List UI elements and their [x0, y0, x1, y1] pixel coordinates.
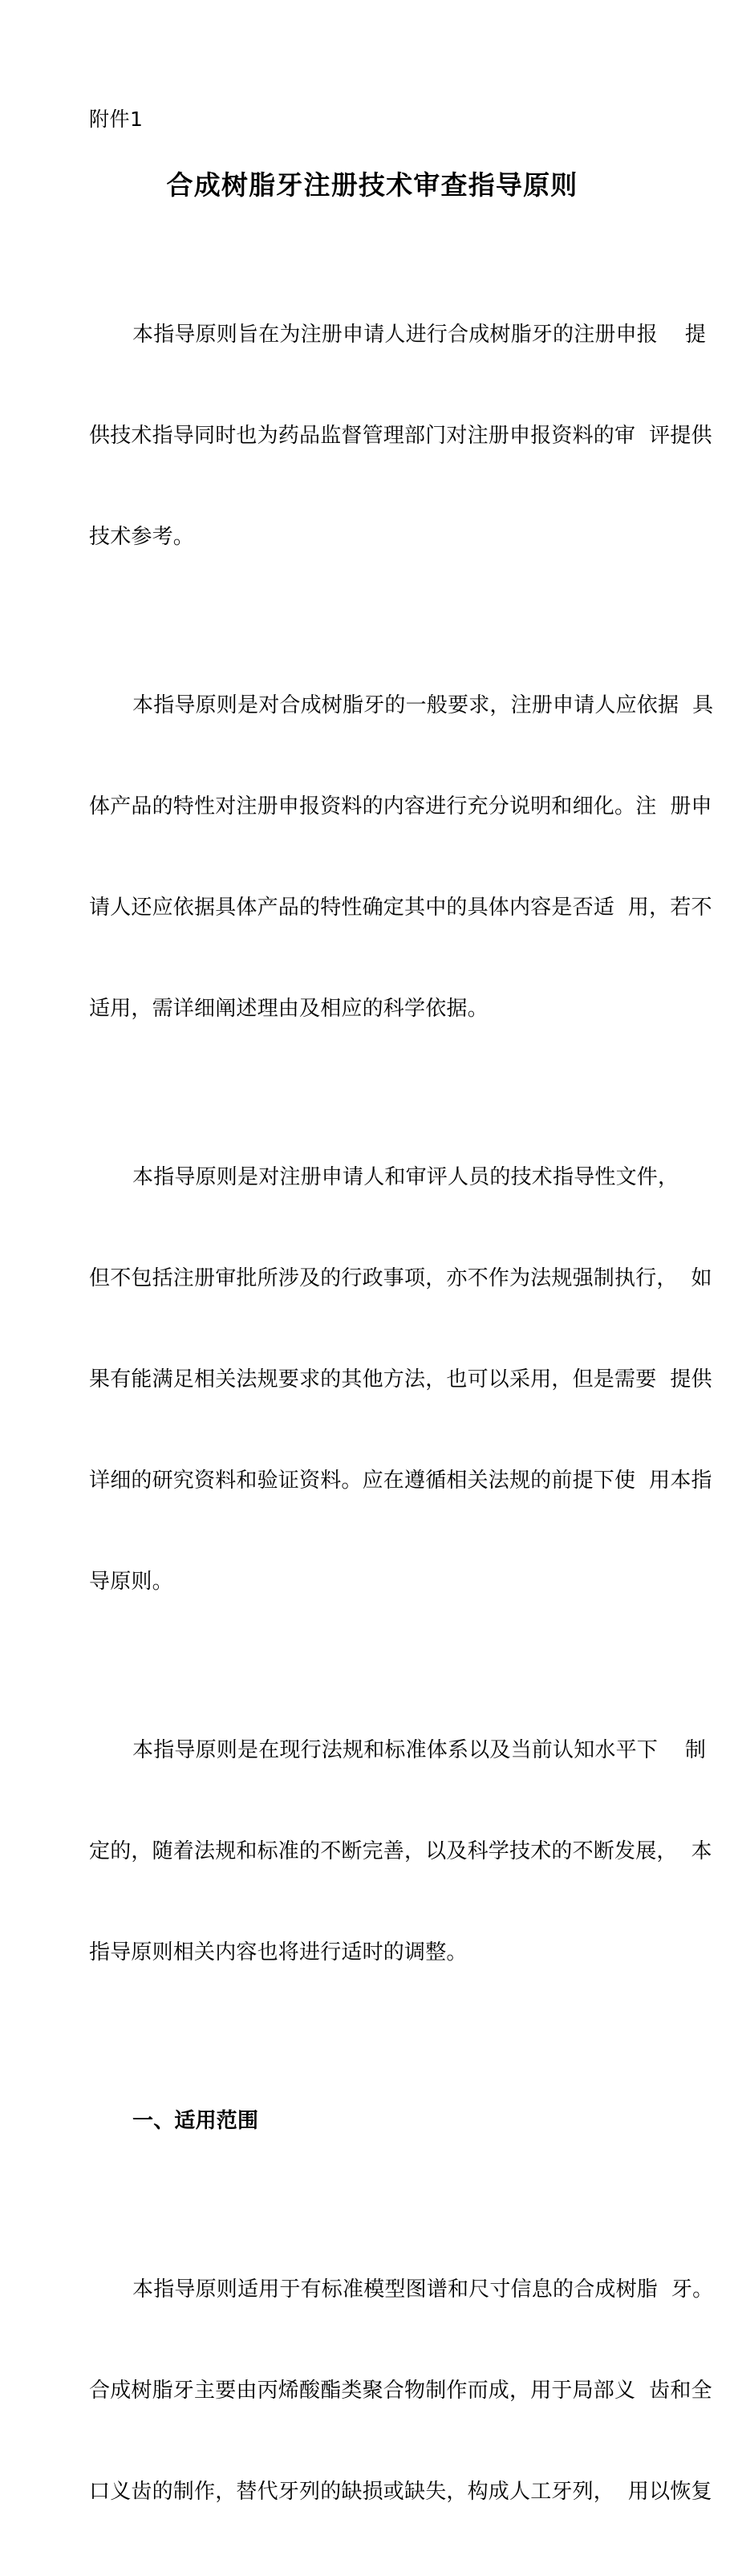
text-line: 体产品的特性对注册申报资料的内容进行充分说明和细化。注 册申 [89, 794, 712, 819]
text-line: 技术参考。 [89, 525, 195, 549]
text-line: 适用，需详细阐述理由及相应的科学依据。 [89, 997, 489, 1021]
section-heading-scope [89, 2037, 663, 2205]
text-line: 果有能满足相关法规要求的其他方法，也可以采用，但是需要 提供 [89, 1367, 712, 1392]
text-line: 本指导原则适用于有标准模型图谱和尺寸信息的合成树脂 牙。 [132, 2277, 714, 2302]
text-line: 导原则。 [89, 1570, 173, 1594]
paragraph-scope-body [89, 2205, 714, 2576]
document-body [89, 250, 714, 2576]
text-line: 口义齿的制作，替代牙列的缺损或缺失，构成人工牙列， 用以恢复 [89, 2480, 712, 2504]
text-line: 但不包括注册审批所涉及的行政事项，亦不作为法规强制执行， 如 [89, 1266, 712, 1290]
text-line: 本指导原则是对注册申请人和审评人员的技术指导性文件， [132, 1165, 679, 1189]
paragraph-general-requirements [89, 621, 714, 1093]
text-line: 合成树脂牙主要由丙烯酸酯类聚合物制作而成，用于局部义 齿和全 [89, 2379, 712, 2403]
page-title: 合成树脂牙注册技术审查指导原则 [166, 169, 578, 201]
text-line: 本指导原则是在现行法规和标准体系以及当前认知水平下 制 [132, 1738, 707, 1762]
text-line: 供技术指导同时也为药品监督管理部门对注册申报资料的审 评提供 [89, 424, 712, 448]
text-line: 定的，随着法规和标准的不断完善，以及科学技术的不断发展， 本 [89, 1839, 712, 1863]
attachment-label: 附件1 [89, 108, 144, 131]
text-line: 本指导原则是对合成树脂牙的一般要求，注册申请人应依据 具 [132, 693, 714, 717]
text-line: 详细的研究资料和验证资料。应在遵循相关法规的前提下使 用本指 [89, 1469, 712, 1493]
text-line: 本指导原则旨在为注册申请人进行合成树脂牙的注册申报 提 [132, 323, 707, 347]
paragraph-guidance-nature [89, 1093, 712, 1666]
paragraph-intro-purpose [89, 250, 712, 621]
text-line: 指导原则相关内容也将进行适时的调整。 [89, 1940, 468, 1965]
text-line: 请人还应依据具体产品的特性确定其中的具体内容是否适 用，若不 [89, 896, 712, 920]
paragraph-current-framework [89, 1666, 712, 2037]
text-line: 一、适用范围 [132, 2109, 259, 2133]
